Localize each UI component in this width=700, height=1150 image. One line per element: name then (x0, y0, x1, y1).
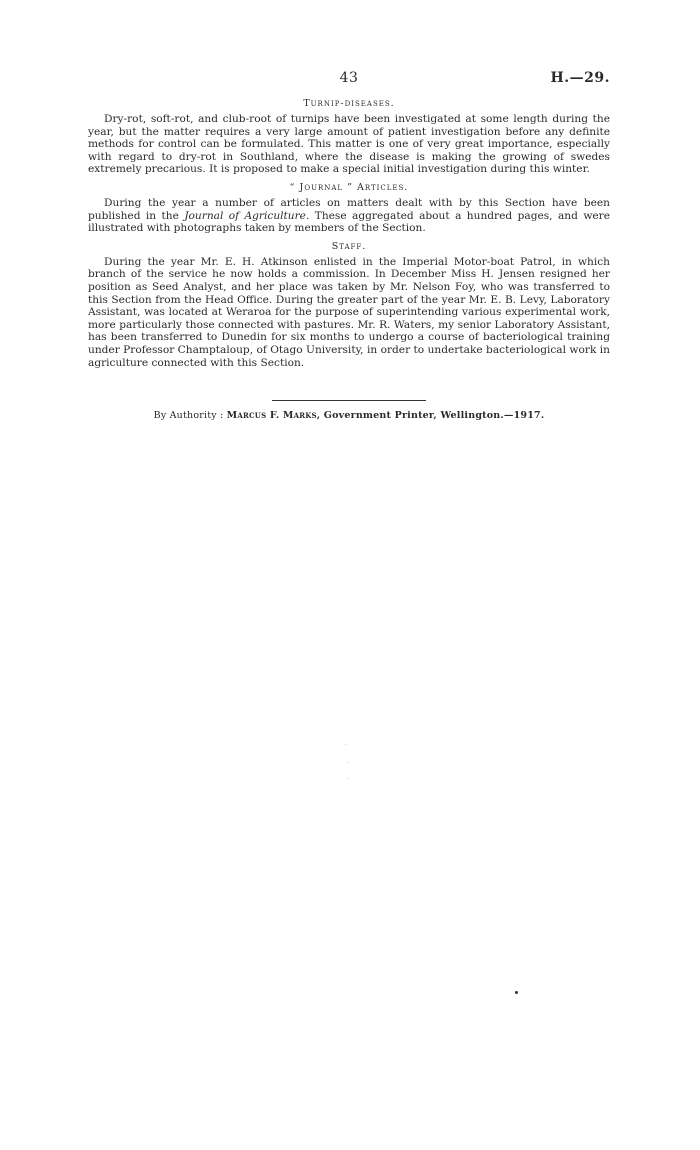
section-heading: Turnip-diseases. (303, 98, 395, 109)
paragraph-text-after: . These aggregated about a hundred pages, and were illustrated with photographs taken by members of the Section. (88, 209, 610, 235)
printer-imprint (88, 410, 610, 421)
imprint-prefix: By Authority : (153, 410, 227, 422)
imprint-suffix: , Government Printer, Wellington.—1917. (316, 410, 545, 422)
paragraph: During the year Mr. E. H. Atkinson enlisted in the Imperial Motor-boat Patrol, in which branch of the service he now holds a commission. In December Miss H. Jensen resigned her position as Seed Analyst, and her place was taken by Mr. Nelson Foy, who was transferred to this Section from the Head Office. During the greater part of the year Mr. E. B. Levy, Laboratory Assistant, was located at Weraroa for the purpose of superintending various experimental work, more particularly those connected with pastures. Mr. R. Waters, my senior Laboratory Assistant, has been transferred to Dunedin for six months to undergo a course of bacteriological training under Professor Champtaloup, of Otago University, in order to undertake bacteriological work in agriculture connected with this Section. (88, 255, 610, 369)
section-heading: “ Journal ” Articles. (289, 181, 409, 193)
paragraph: Dry-rot, soft-rot, and club-root of turnips have been investigated at some length during the year, but the matter requires a very large amount of patient investigation before any definite methods for control can be formulated. This matter is one of very great importance, especially with regard to dry-rot in Southland, where the disease is making the growing of swedes extremely precarious. It is proposed to make a special initial investigation during this winter. (88, 113, 610, 176)
scan-dot (348, 778, 349, 779)
section-journal-articles (88, 182, 610, 235)
scan-dot (345, 744, 346, 745)
document-page (88, 70, 610, 421)
printer-name: Marcus F. Marks (226, 410, 317, 422)
page-header (88, 70, 610, 92)
paragraph (88, 197, 610, 235)
divider-rule (272, 400, 426, 401)
scan-dot (347, 762, 348, 763)
journal-title: Journal of Agriculture (184, 209, 306, 222)
section-turnip-diseases (88, 98, 610, 176)
document-reference: H.—29. (550, 70, 610, 86)
paragraph-text-before: During the year a number of articles on matters dealt with by this Section have been published in the (88, 196, 610, 222)
page-number: 43 (339, 70, 359, 86)
ink-speck (515, 991, 518, 994)
section-heading: Staff. (331, 240, 367, 252)
section-staff (88, 241, 610, 369)
